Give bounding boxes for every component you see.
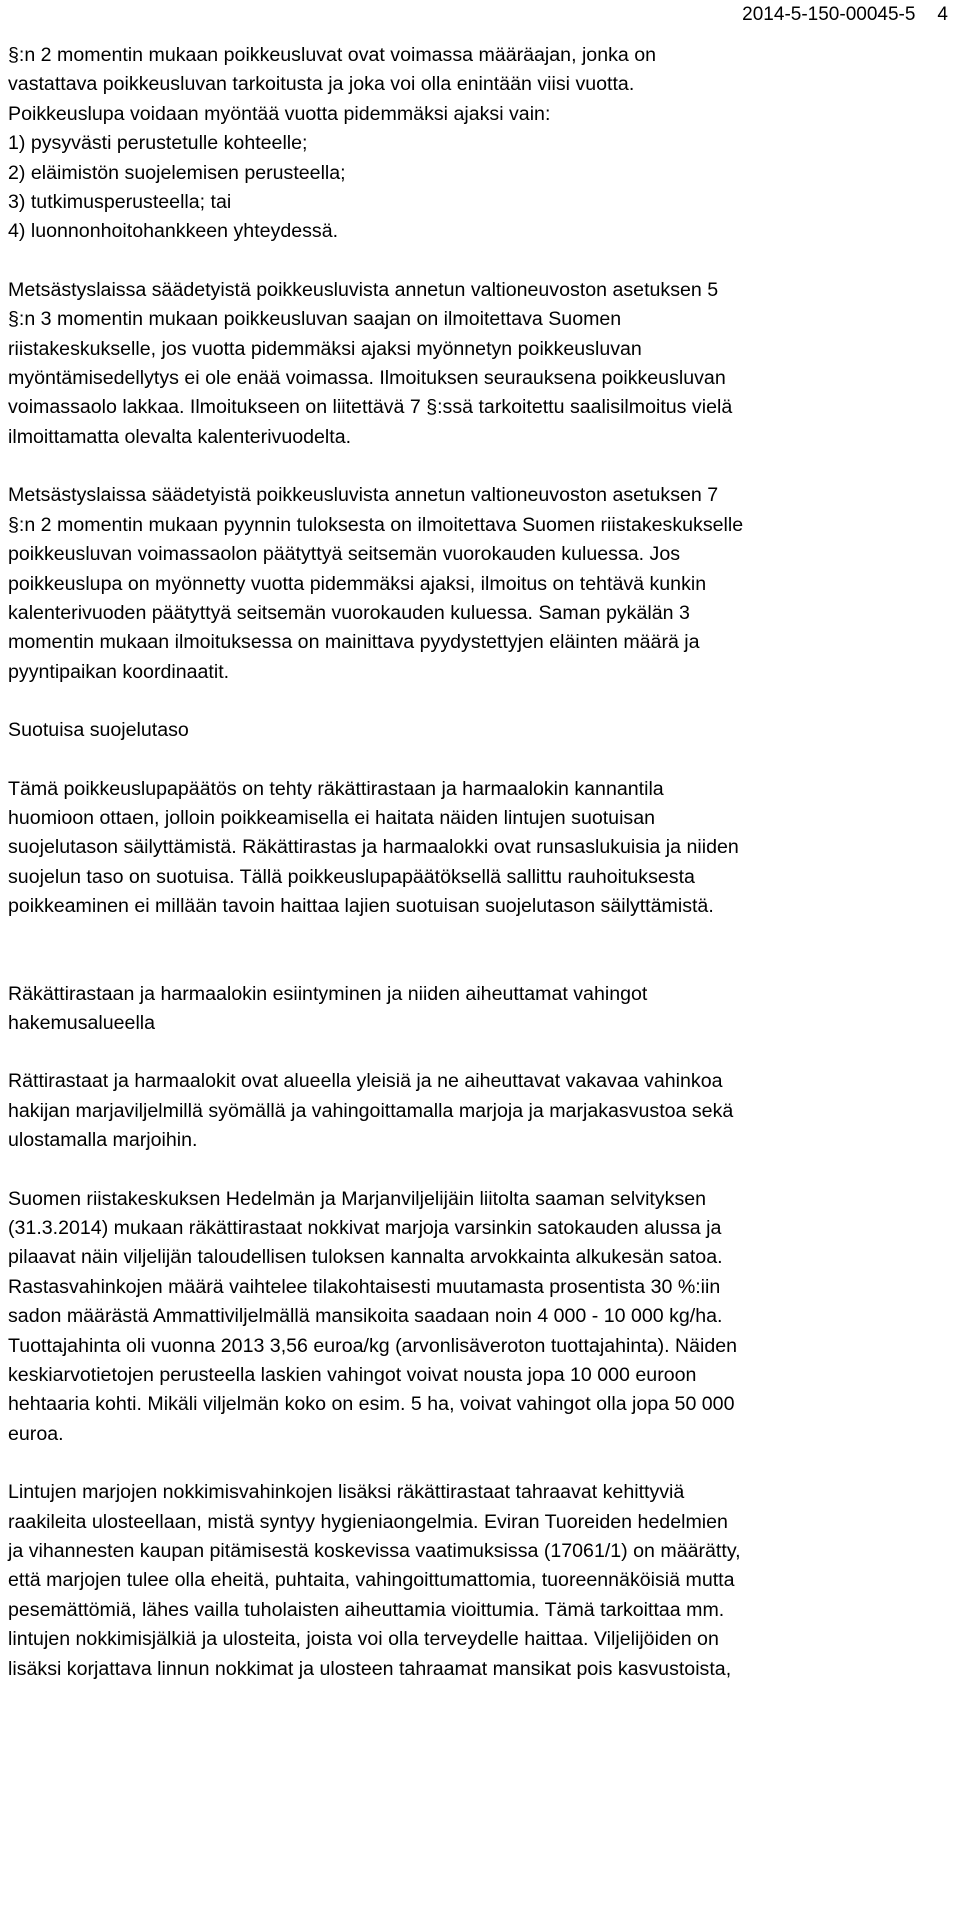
paragraph-exemption-validity: §:n 2 momentin mukaan poikkeusluvat ovat voimassa määräajan, jonka on vastattava poikkeusluvan tarkoitusta ja joka voi olla enintään viisi vuotta. Poikkeuslupa voidaan myöntää vuotta pidemmäksi ajaksi vain: 1) pysyvästi perustetulle kohteelle; 2) eläimistön suojelemisen perusteella; 3) tutkimusperusteella; tai 4) luonnonhoitohankkeen yhteydessä.: [8, 44, 657, 243]
paragraph-spacer: [8, 1156, 943, 1185]
paragraph-hygiene-problems: Lintujen marjojen nokkimisvahinkojen lisäksi räkättirastaat tahraavat kehittyviä raakileita ulosteellaan, mistä syntyy hygieniaongelmia. Eviran Tuoreiden hedelmien ja vihannesten kaupan pitämisestä koskevissa vaatimuksissa (17061/1) on määrätty, että marjojen tulee olla eheitä, puhtaita, vahingoittumattomia, tuoreennäköisiä mutta pesemättömiä, lähes vailla tuholaisten aiheuttamia vioittumia. Tämä tarkoittaa mm. lintujen nokkimisjälkiä ja ulosteita, joista voi olla terveydelle haittaa. Viljelijöiden on lisäksi korjattava linnun nokkimat ja ulosteen tahraamat mansikat pois kasvustoista,: [8, 1481, 741, 1680]
section-heading-conservation-status: Suotuisa suojelutaso: [8, 719, 189, 742]
paragraph-spacer: [8, 1449, 943, 1478]
section-heading-occurrence-damage: Räkättirastaan ja harmaalokin esiintyminen ja niiden aiheuttamat vahingot hakemusalueella: [8, 982, 648, 1034]
document-id: 2014-5-150-00045-5: [742, 4, 916, 25]
paragraph-spacer: [8, 746, 943, 775]
paragraph-catch-report: Metsästyslaissa säädetyistä poikkeusluvista annetun valtioneuvoston asetuksen 7 §:n 2 momentin mukaan pyynnin tuloksesta on ilmoitettava Suomen riistakeskukselle poikkeusluvan voimassaolon päätyttyä seitsemän vuorokauden kuluessa. Jos poikkeuslupa on myönnetty vuotta pidemmäksi ajaksi, ilmoitus on tehtävä kunkin kalenterivuoden päätyttyä seitsemän vuorokauden kuluessa. Saman pykälän 3 momentin mukaan ilmoituksessa on mainittava pyydystettyjen eläinten määrä ja pyyntipaikan koordinaatit.: [8, 484, 744, 683]
paragraph-spacer: [8, 922, 943, 980]
paragraph-spacer: [8, 247, 943, 276]
document-body: [8, 41, 943, 1684]
paragraph-notification-obligation: Metsästyslaissa säädetyistä poikkeusluvista annetun valtioneuvoston asetuksen 5 §:n 3 momentin mukaan poikkeusluvan saajan on ilmoitettava Suomen riistakeskukselle, jos vuotta pidemmäksi ajaksi myönnetyn poikkeusluvan myöntämisedellytys ei ole enää voimassa. Ilmoituksen seurauksena poikkeusluvan voimassaolo lakkaa. Ilmoitukseen on liitettävä 7 §:ssä tarkoitettu saalisilmoitus vielä ilmoittamatta olevalta kalenterivuodelta.: [8, 278, 733, 448]
paragraph-spacer: [8, 687, 943, 716]
paragraph-conservation-status: Tämä poikkeuslupapäätös on tehty räkättirastaan ja harmaalokin kannantila huomioon ottaen, jolloin poikkeamisella ei haitata näiden lintujen suotuisan suojelutason säilyttämistä. Räkättirastas ja harmaalokki ovat runsaslukuisia ja niiden suojelun taso on suotuisa. Tällä poikkeuslupapäätöksellä sallittu rauhoituksesta poikkeaminen ei millään tavoin haittaa lajien suotuisan suojelutason säilyttämistä.: [8, 777, 739, 918]
paragraph-spacer: [8, 452, 943, 481]
page-header: [742, 2, 948, 28]
paragraph-spacer: [8, 1038, 943, 1067]
page-number: 4: [937, 4, 948, 25]
paragraph-damage-estimate: Suomen riistakeskuksen Hedelmän ja Marjanviljelijäin liitolta saaman selvityksen (31.3.2014) mukaan räkättirastaat nokkivat marjoja varsinkin satokauden alussa ja pilaavat näin viljelijän taloudellisen tuloksen kannalta arvokkainta alkukesän satoa. Rastasvahinkojen määrä vaihtelee tilakohtaisesti muutamasta prosentista 30 %:iin sadon määrästä Ammattiviljelmällä mansikoita saadaan noin 4 000 - 10 000 kg/ha. Tuottajahinta oli vuonna 2013 3,56 euroa/kg (arvonlisäveroton tuottajahinta). Näiden keskiarvotietojen perusteella laskien vahingot voivat nousta jopa 10 000 euroon hehtaaria kohti. Mikäli viljelmän koko on esim. 5 ha, voivat vahingot olla jopa 50 000 euroa.: [8, 1187, 738, 1445]
paragraph-damage-description: Rättirastaat ja harmaalokit ovat alueella yleisiä ja ne aiheuttavat vakavaa vahinkoa hakijan marjaviljelmillä syömällä ja vahingoittamalla marjoja ja marjakasvustoa sekä ulostamalla marjoihin.: [8, 1070, 734, 1152]
